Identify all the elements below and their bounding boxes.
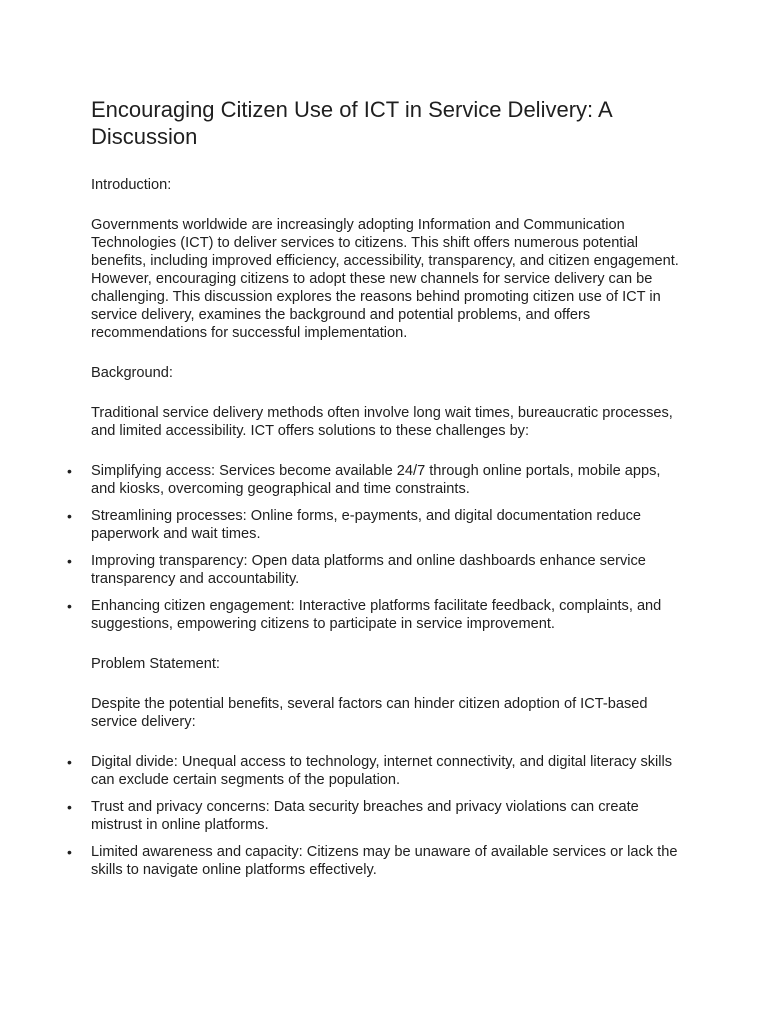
bullet-icon: •	[67, 553, 72, 569]
background-bullet-list	[67, 462, 681, 633]
list-item-text: Improving transparency: Open data platforms and online dashboards enhance service transparency and accountability.	[91, 553, 646, 587]
list-item-text: Trust and privacy concerns: Data security breaches and privacy violations can create mistrust in online platforms.	[91, 799, 639, 833]
list-item-text: Digital divide: Unequal access to technology, internet connectivity, and digital literacy skills can exclude certain segments of the population.	[91, 754, 673, 788]
background-paragraph: Traditional service delivery methods often involve long wait times, bureaucratic processes, and limited accessibility. ICT offers solutions to these challenges by:	[91, 405, 673, 439]
problem-statement-paragraph: Despite the potential benefits, several factors can hinder citizen adoption of ICT-based service delivery:	[91, 696, 648, 730]
problem-bullet-list	[67, 753, 681, 879]
problem-statement-heading: Problem Statement:	[91, 656, 220, 672]
list-item	[67, 597, 681, 633]
bullet-icon: •	[67, 508, 72, 524]
background-heading: Background:	[91, 365, 173, 381]
list-item-text: Enhancing citizen engagement: Interactive platforms facilitate feedback, complaints, and suggestions, empowering citizens to participate in service improvement.	[91, 598, 662, 632]
list-item	[67, 507, 681, 543]
bullet-icon: •	[67, 799, 72, 815]
list-item-text: Limited awareness and capacity: Citizens may be unaware of available services or lack the skills to navigate online platforms effectively.	[91, 844, 678, 878]
list-item	[67, 462, 681, 498]
list-item	[67, 798, 681, 834]
bullet-icon: •	[67, 754, 72, 770]
document-body	[67, 96, 681, 901]
bullet-icon: •	[67, 463, 72, 479]
list-item-text: Simplifying access: Services become available 24/7 through online portals, mobile apps, and kiosks, overcoming geographical and time constraints.	[91, 463, 661, 497]
bullet-icon: •	[67, 844, 72, 860]
document-title: Encouraging Citizen Use of ICT in Service Delivery: A Discussion	[91, 97, 612, 149]
list-item	[67, 843, 681, 879]
list-item	[67, 753, 681, 789]
list-item	[67, 552, 681, 588]
introduction-paragraph: Governments worldwide are increasingly adopting Information and Communication Technologies (ICT) to deliver services to citizens. This shift offers numerous potential benefits, including improved efficiency, accessibility, transparency, and citizen engagement. However, encouraging citizens to adopt these new channels for service delivery can be challenging. This discussion explores the reasons behind promoting citizen use of ICT in service delivery, examines the background and potential problems, and offers recommendations for successful implementation.	[91, 217, 679, 341]
list-item-text: Streamlining processes: Online forms, e-payments, and digital documentation reduce paperwork and wait times.	[91, 508, 641, 542]
introduction-heading: Introduction:	[91, 177, 172, 193]
bullet-icon: •	[67, 598, 72, 614]
